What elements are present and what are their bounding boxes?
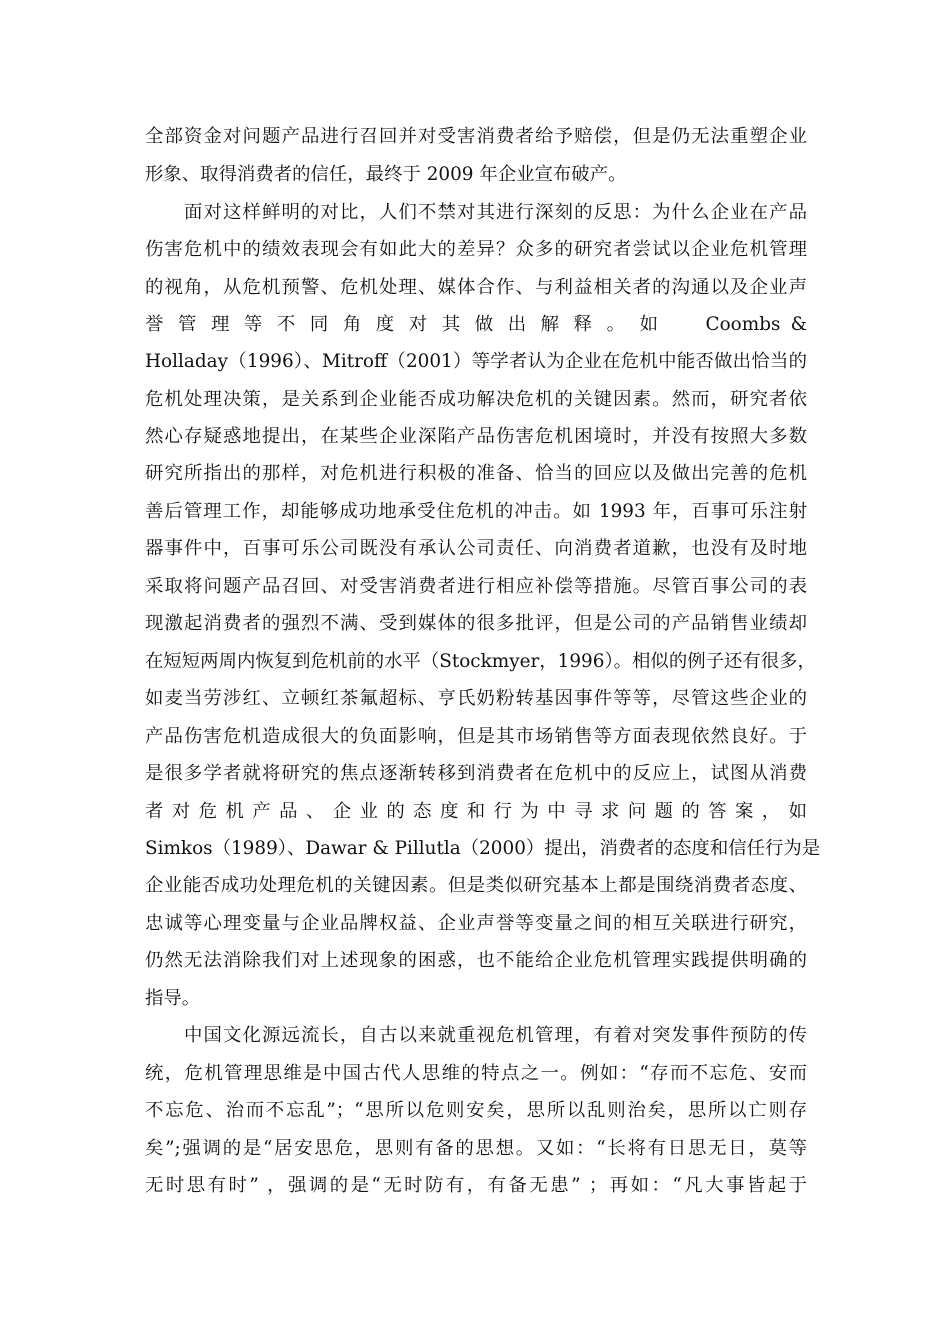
paragraph-line: 伤害危机中的绩效表现会有如此大的差异？众多的研究者尝试以企业危机管理 bbox=[145, 239, 807, 260]
paragraph-line: 如麦当劳涉红、立顿红茶氟超标、亨氏奶粉转基因事件等等，尽管这些企业的 bbox=[145, 688, 807, 709]
paragraph-line: 研究所指出的那样，对危机进行积极的准备、恰当的回应以及做出完善的危机 bbox=[145, 463, 807, 484]
paragraph-line: 器事件中，百事可乐公司既没有承认公司责任、向消费者道歉，也没有及时地 bbox=[145, 538, 807, 559]
paragraph-line: Holladay（1996）、Mitroff（2001）等学者认为企业在危机中能否做出恰当的 bbox=[145, 351, 807, 372]
paragraph-line: 誉 管 理 等 不 同 角 度 对 其 做 出 解 释 。 如 Coombs & bbox=[145, 314, 807, 335]
paragraph-line: 面对这样鲜明的对比，人们不禁对其进行深刻的反思：为什么企业在产品 bbox=[145, 202, 807, 223]
paragraph-line: 善后管理工作，却能够成功地承受住危机的冲击。如 1993 年，百事可乐注射 bbox=[145, 501, 807, 522]
paragraph-line: 的视角，从危机预警、危机处理、媒体合作、与利益相关者的沟通以及企业声 bbox=[145, 277, 807, 298]
paragraph-line: 然心存疑惑地提出，在某些企业深陷产品伤害危机困境时，并没有按照大多数 bbox=[145, 426, 807, 447]
paragraph-line: 在短短两周内恢复到危机前的水平（Stockmyer，1996）。相似的例子还有很多， bbox=[145, 651, 816, 672]
paragraph-line: 统，危机管理思维是中国古代人思维的特点之一。例如：“存而不忘危、安而 bbox=[145, 1063, 807, 1084]
paragraph-line: 形象、取得消费者的信任，最终于 2009 年企业宣布破产。 bbox=[145, 164, 627, 185]
paragraph-line: 指导。 bbox=[145, 988, 201, 1009]
paragraph-line: 危机处理决策，是关系到企业能否成功解决危机的关键因素。然而，研究者依 bbox=[145, 389, 807, 410]
paragraph-line: 者 对 危 机 产 品 、 企 业 的 态 度 和 行 为 中 寻 求 问 题 的 答 案 ， 如 bbox=[145, 801, 807, 822]
paragraph-line: 矣”;强调的是“居安思危，思则有备的思想。又如：“长将有日思无日，莫等 bbox=[145, 1138, 807, 1159]
paragraph-line: 产品伤害危机造成很大的负面影响，但是其市场销售等方面表现依然良好。于 bbox=[145, 726, 807, 747]
paragraph-line: 采取将问题产品召回、对受害消费者进行相应补偿等措施。尽管百事公司的表 bbox=[145, 576, 807, 597]
paragraph-line: 无时思有时” ，强调的是“无时防有，有备无患” ；再如：“凡大事皆起于 bbox=[145, 1175, 807, 1196]
paragraph-line: 忠诚等心理变量与企业品牌权益、企业声誉等变量之间的相互关联进行研究， bbox=[145, 913, 807, 934]
paragraph-line: 全部资金对问题产品进行召回并对受害消费者给予赔偿，但是仍无法重塑企业 bbox=[145, 126, 807, 147]
paragraph-line: Simkos（1989）、Dawar & Pillutla（2000）提出，消费者的态度和信任行为是 bbox=[145, 838, 821, 859]
paragraph-line: 企业能否成功处理危机的关键因素。但是类似研究基本上都是围绕消费者态度、 bbox=[145, 875, 807, 896]
paragraph-line: 不忘危、治而不忘乱”；“思所以危则安矣，思所以乱则治矣，思所以亡则存 bbox=[145, 1100, 807, 1121]
paragraph-line: 是很多学者就将研究的焦点逐渐转移到消费者在危机中的反应上，试图从消费 bbox=[145, 763, 807, 784]
paragraph-line: 仍然无法消除我们对上述现象的困惑，也不能给企业危机管理实践提供明确的 bbox=[145, 950, 807, 971]
paragraph-line: 现激起消费者的强烈不满、受到媒体的很多批评，但是公司的产品销售业绩却 bbox=[145, 613, 807, 634]
paragraph-line: 中国文化源远流长，自古以来就重视危机管理，有着对突发事件预防的传 bbox=[145, 1025, 807, 1046]
